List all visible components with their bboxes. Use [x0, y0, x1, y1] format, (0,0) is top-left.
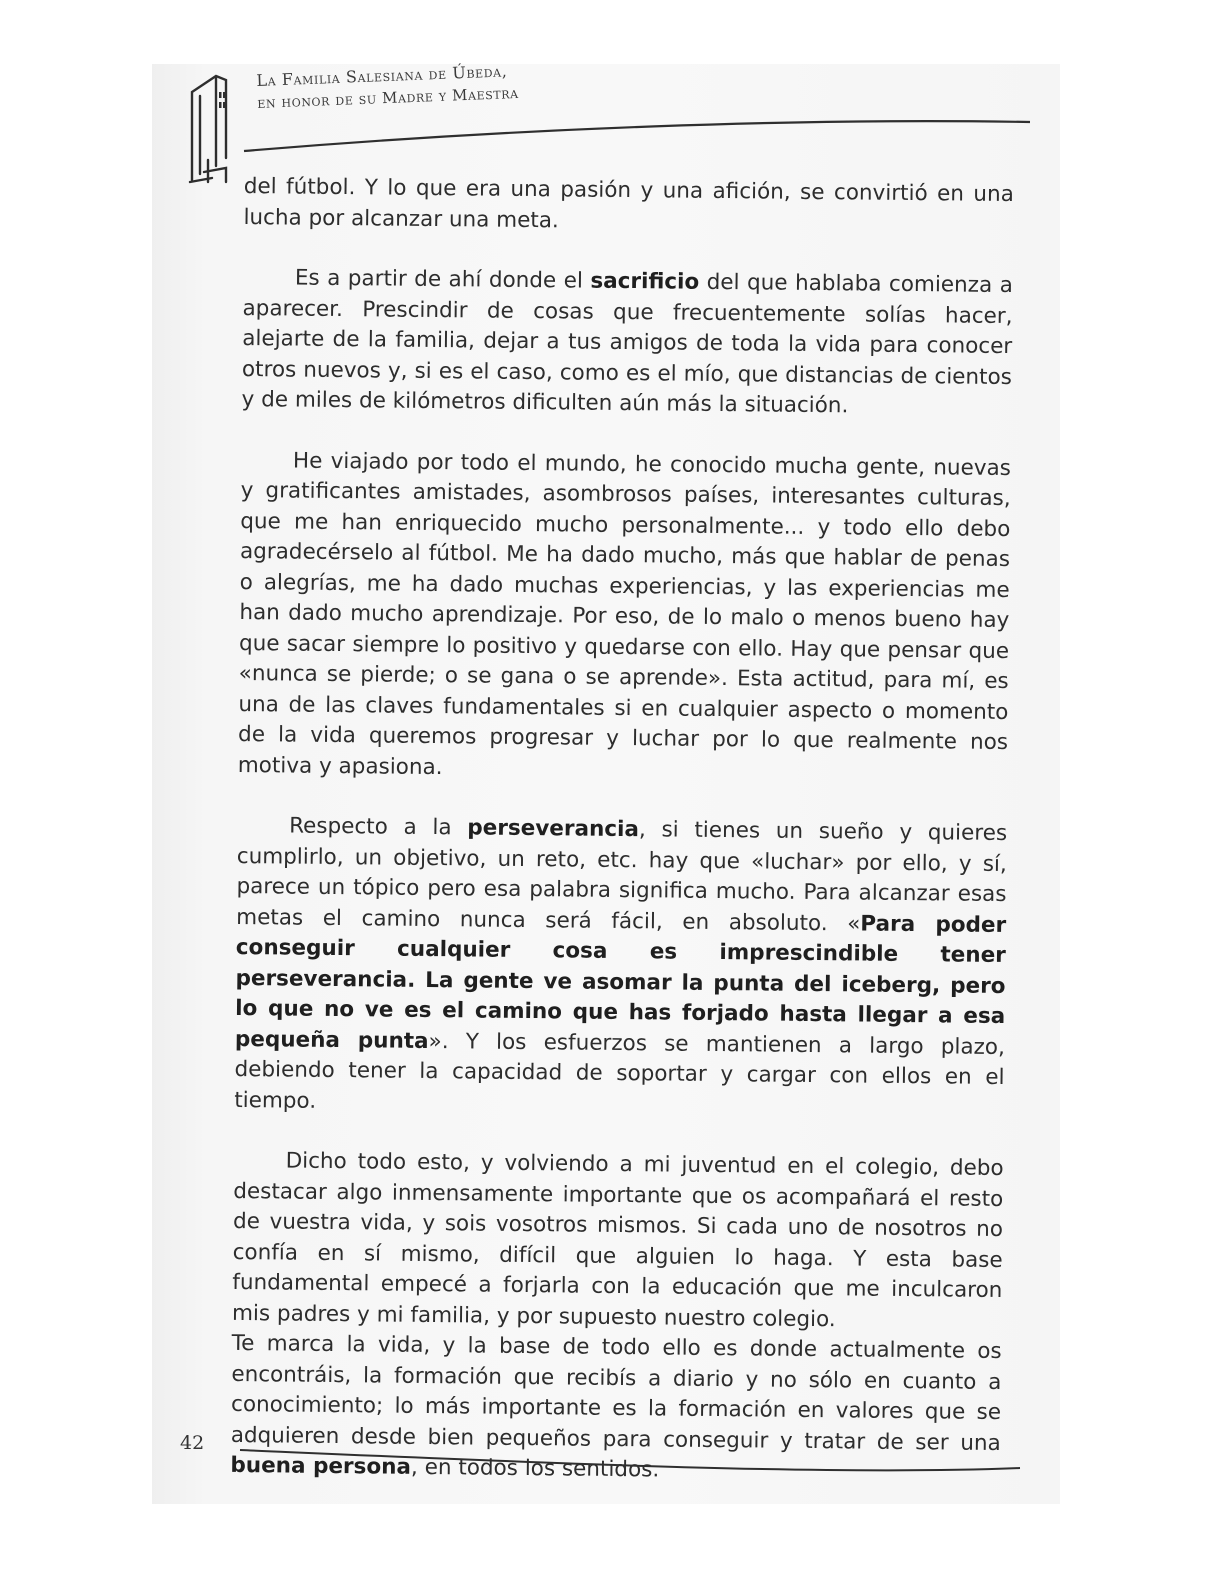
- paragraph-perseverancia: [234, 811, 1007, 1124]
- text-segment: Dicho todo esto, y volviendo a mi juventud en el colegio, debo destacar algo inmensamente importante que os acompañará el resto de vuestra vida, y sois vosotros mismos. Si cada uno de nosotros no confía en sí mismo, difícil que alguien lo haga. Y esta base fundamental empecé a forjarla con la educación que me inculcaron mis padres y mi familia, y por supuesto nuestro colegio.: [231, 1148, 1004, 1332]
- text-segment: , si tienes un sueño y quieres cumplirlo, un objetivo, un reto, etc. hay que «luchar» por ello, y sí, parece un tópico pero esa palabra significa mucho. Para alcanzar esas metas el camino nunca será fácil, en absoluto. «: [236, 817, 1008, 936]
- text-segment: del fútbol. Y lo que era una pasión y una afición, se convirtió en una lucha por alcanzar una meta.: [243, 173, 1014, 233]
- text-segment: del que hablaba comienza a aparecer. Prescindir de cosas que frecuentemente solías hacer, alejarte de la familia, dejar a tus amigos de toda la vida para conocer otros nuevos y, si es el caso, como es el mío, que distancias de cientos y de miles de kilómetros dificulten aún más la situación.: [241, 269, 1013, 419]
- text-segment: Respecto a la: [289, 813, 468, 841]
- bold-text: perseverancia: [467, 815, 640, 843]
- header-line-1: La Familia Salesiana de Úbeda,: [256, 61, 508, 90]
- text-segment: Es a partir de ahí donde el: [294, 265, 591, 294]
- paragraph-continuation: [243, 172, 1014, 241]
- paragraph-sacrificio: [241, 263, 1013, 424]
- bold-text: sacrificio: [590, 268, 700, 295]
- page-number: 42: [180, 1432, 205, 1454]
- header-line-2: en honor de su Madre y Maestra: [256, 83, 520, 112]
- text-segment: Te marca la vida, y la base de todo ello es donde actualmente os encontráis, la formación que recibís a diario y no sólo en cuanto a conocimiento; lo más importante es la formación en valores que se adquieren desde bien pequeños para conseguir y tratar de ser una: [230, 1330, 1002, 1456]
- text-segment: , en todos los sentidos.: [410, 1454, 660, 1483]
- bold-text: Para poder conseguir cualquier cosa es imprescindible tener perseverancia. La gente ve asomar la punta del iceberg, pero lo que no ve es el camino que has forjado hasta llegar a esa pequeña punta: [234, 910, 1007, 1054]
- body-text: [230, 172, 1014, 1519]
- text-segment: ». Y los esfuerzos se mantienen a largo plazo, debiendo tener la capacidad de soportar y cargar con ellos en el tiempo.: [234, 1028, 1006, 1114]
- text-segment: He viajado por todo el mundo, he conocido mucha gente, nuevas y gratificantes amistades, asombrosos países, interesantes culturas, que me han enriquecido mucho personalmente... y todo ello debo agradecérselo al fútbol. Me ha dado mucho, más que hablar de penas o alegrías, me ha dado muchas experiencias, y las experiencias me han dado mucho aprendizaje. Por eso, de lo malo o menos bueno hay que sacar siempre lo positivo y quedarse con ello. Hay que pensar que «nunca se pierde; o se gana o se aprende». Esta actitud, para mí, es una de las claves fundamentales si en cualquier aspecto o momento de la vida queremos progresar y luchar por lo que realmente nos motiva y apasiona.: [237, 448, 1012, 780]
- paragraph-juventud: [232, 1146, 1004, 1337]
- bold-text: buena persona: [230, 1452, 412, 1480]
- paragraph-viajes: [238, 445, 1011, 789]
